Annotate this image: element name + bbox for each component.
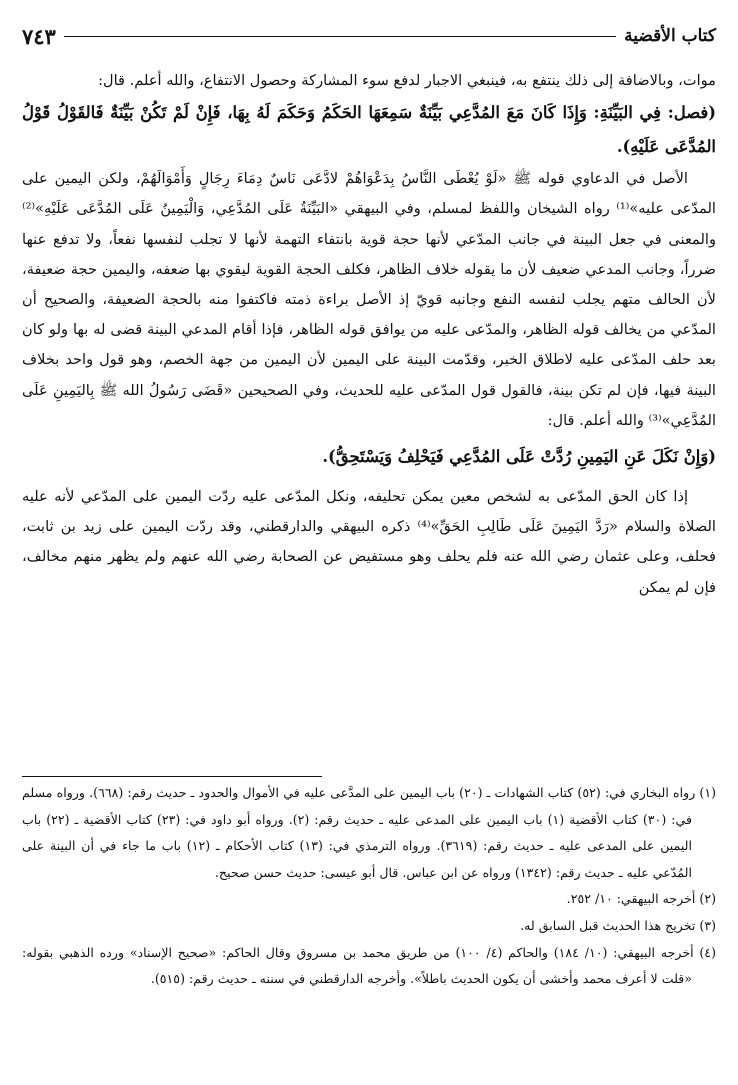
page-number: ٧٤٣ [22, 23, 56, 49]
paragraph-2: الأصل في الدعاوي قوله ﷺ «لَوْ يُعْطَى النَّاسُ بِدَعْوَاهُمْ لادَّعَى نَاسٌ دِمَاءَ رِجَالٍ وَأَمْوَالَهُمْ، ولكن اليمين على المدّعى عليه»⁽¹⁾ رواه الشيخان واللفظ لمسلم، وفي البيهقي «البَيِّنَةُ عَلَى المُدَّعِي، وَالْيَمِينُ عَلَى المُدَّعَى عَلَيْهِ»⁽²⁾ والمعنى في جعل البينة في جانب المدّعي لأنها حجة قوية بانتفاء التهمة لأنها لا تجلب لنفسها نفعاً، ولا تدفع عنها ضرراً، وجانب المدعي ضعيف لأن ما يقوله خلاف الظاهر، فكلف الحجة القوية ليقوي بها ضعفه، واليمين حجة ضعيفة، لأن الحالف متهم يجلب لنفسه النفع وجانبه قويّ إذ الأصل براءة ذمته فاكتفوا منه بالحجة الضعيفة، والصحيح أن المدّعي من يخالف قوله الظاهر، والمدّعى عليه من يوافق قوله الظاهر، فإذا أقام المدعي البينة قضى له بها ولو كان بعد حلف المدّعى عليه لاطلاق الخبر، وقدّمت البينة على اليمين لأن اليمين من جهة الخصم، وهو قول واحد بخلاف البينة فيها، فإن لم تكن بينة، فالقول قول المدّعى عليه للحديث، وفي الصحيحين «قَضَى رَسُولُ الله ﷺ بِاليَمِينِ عَلَى المُدَّعِي»⁽³⁾ والله أعلم. قال: [22, 170, 716, 429]
footnotes [22, 780, 716, 993]
footnote-3: (٣) تخريج هذا الحديث قبل السابق له. [520, 917, 716, 933]
footnote-separator [22, 776, 322, 777]
footnote-1: (١) رواه البخاري في: (٥٢) كتاب الشهادات ـ (٢٠) باب اليمين على المدَّعى عليه في الأموال والحدود ـ حديث رقم: (٦٦٨). ورواه مسلم في: (٣٠) كتاب الأقضية (١) باب اليمين على المدعى عليه ـ حديث رقم: (٢). ورواه أبو داود في: (٢٣) كتاب الأقضية ـ (٢٢) باب اليمين على المدعى عليه ـ حديث رقم: (٣٦١٩). ورواه الترمذي في: (١٣) كتاب الأحكام ـ (١٢) باب ما جاء في أن البينة على المُدّعي عليه ـ حديث رقم: (١٣٤٢) ورواه عن ابن عباس. قال أبو عيسى: حديث حسن صحيح. [22, 785, 717, 880]
book-title: كتاب الأقضية [624, 26, 716, 46]
paragraph-1: موات، وبالاضافة إلى ذلك ينتفع به، فينبغي الاجبار لدفع سوء المشاركة وحصول الانتفاع، والله أعلم. قال: [98, 72, 716, 89]
page-header [22, 16, 716, 56]
matn-quote-2: (وَإِنْ نَكَلَ عَنِ اليَمِينِ رُدَّتْ عَلَى المُدَّعِي فَيَحْلِفُ وَيَسْتَحِقُّ). [322, 447, 716, 467]
header-rule [64, 36, 616, 37]
footnote-4: (٤) أخرجه البيهقي: (١٠/ ١٨٤) والحاكم (٤/ ١٠٠) من طريق محمد بن مسروق وقال الحاكم: «صحيح الإسناد» ورده الذهبي بقوله: «قلت لا أعرف محمد وأخشى أن يكون الحديث باطلاً». وأخرجه الدارقطني في سننه ـ حديث رقم: (٥١٥). [22, 944, 716, 987]
paragraph-3: إذا كان الحق المدّعى به لشخص معين يمكن تحليفه، ونكل المدّعى عليه ردّت اليمين على المدّعي لأنه عليه الصلاة والسلام «رَدَّ اليَمِينَ عَلَى طَالِبِ الحَقِّ»⁽⁴⁾ ذكره البيهقي والدارقطني، وقد ردّت اليمين على زيد بن ثابت، فحلف، وعلى عثمان رضي الله عنه فلم يحلف وهو مستفيض عن الصحابة رضي الله عنهم ولم يظهر منهم مخالف، فإن لم يمكن [22, 488, 716, 596]
book-page [22, 0, 716, 1085]
main-text [22, 66, 716, 603]
footnote-2: (٢) أخرجه البيهقي: ١٠/ ٢٥٢. [566, 891, 716, 907]
matn-quote-1: (فصل: فِي البَيِّنَةِ: وَإِذَا كَانَ مَعَ المُدَّعِي بَيِّنَةٌ سَمِعَهَا الحَكَمُ وَحَكَمَ لَهُ بِهَا، فَإِنْ لَمْ تَكُنْ بَيِّنَةٌ فَالقَوْلُ قَوْلُ المُدَّعَى عَلَيْهِ). [22, 103, 716, 157]
